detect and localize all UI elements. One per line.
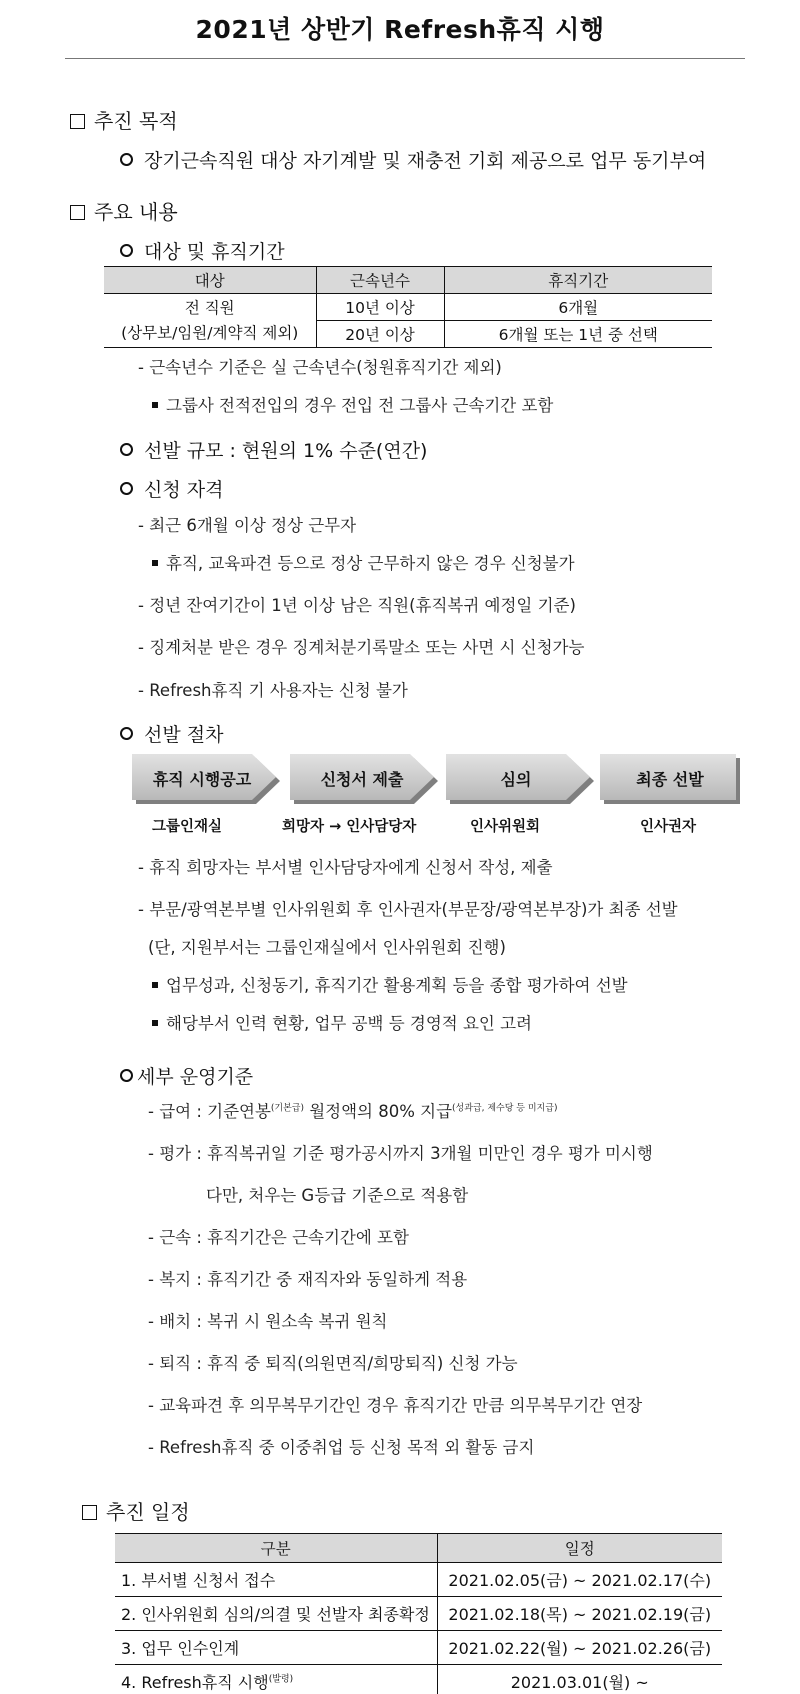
scale-text: 선발 규모 : 현원의 1% 수준(연간) — [144, 440, 428, 462]
schedule-item: 1. 부서별 신청서 접수 — [115, 1563, 437, 1597]
procedure-heading — [120, 720, 223, 747]
target-line-2: (상무보/임원/계약직 제외) — [121, 323, 299, 342]
eligibility-line-1: - 최근 6개월 이상 정상 근무자 — [138, 516, 357, 535]
schedule-item-sup: (발령) — [268, 1674, 294, 1685]
table-cell-period: 6개월 또는 1년 중 선택 — [444, 321, 712, 348]
page-title: 2021년 상반기 Refresh휴직 시행 — [195, 15, 605, 44]
operation-eval-2: 다만, 처우는 G등급 기준으로 적용함 — [206, 1186, 469, 1205]
section-heading-schedule — [82, 1496, 190, 1525]
section-heading-purpose — [70, 105, 178, 134]
table-header-period: 휴직기간 — [444, 267, 712, 294]
schedule-table — [115, 1533, 722, 1694]
step-label-3: 심의 — [500, 770, 532, 789]
circle-bullet-icon — [120, 1069, 133, 1082]
scale-line — [120, 436, 427, 463]
section-heading-label: 추진 일정 — [106, 1500, 190, 1524]
eligibility-line-5: - Refresh휴직 기 사용자는 신청 불가 — [138, 681, 408, 700]
procedure-line-5 — [152, 1010, 532, 1034]
schedule-date: 2021.03.01(월) ~ — [437, 1665, 722, 1694]
target-line-1: 전 직원 — [184, 298, 235, 317]
circle-bullet-icon — [120, 443, 133, 456]
operation-placement: - 배치 : 복귀 시 원소속 복귀 원칙 — [148, 1312, 388, 1331]
square-bullet-icon — [152, 402, 158, 408]
eligibility-heading — [120, 475, 223, 502]
checkbox-square-icon — [70, 114, 85, 129]
step-label-1: 휴직 시행공고 — [152, 770, 252, 789]
schedule-date: 2021.02.18(목) ~ 2021.02.19(금) — [437, 1597, 722, 1631]
step-sub-4: 인사권자 — [640, 819, 697, 835]
circle-bullet-icon — [120, 727, 133, 740]
target-period-table — [104, 266, 712, 348]
checkbox-square-icon — [70, 205, 85, 220]
operation-tenure: - 근속 : 휴직기간은 근속기간에 포함 — [148, 1228, 409, 1247]
operation-eval-1: - 평가 : 휴직복귀일 기준 평가공시까지 3개월 미만인 경우 평가 미시행 — [148, 1144, 653, 1163]
target-heading-label: 대상 및 휴직기간 — [144, 241, 285, 263]
purpose-bullet — [120, 146, 706, 173]
table-row — [115, 1597, 722, 1631]
table-cell-period: 6개월 — [444, 294, 712, 321]
operation-heading-label: 세부 운영기준 — [137, 1066, 254, 1088]
pay-text-b: 월정액의 80% 지급 — [304, 1102, 453, 1121]
procedure-heading-label: 선발 절차 — [144, 724, 224, 746]
step-sub-2: 희망자 → 인사담당자 — [282, 819, 417, 835]
table-cell-years: 20년 이상 — [316, 321, 444, 348]
square-bullet-icon — [152, 982, 158, 988]
schedule-item: 3. 업무 인수인계 — [115, 1631, 437, 1665]
pay-sup-1: (기본급) — [270, 1103, 304, 1114]
schedule-header-item: 구분 — [115, 1534, 437, 1563]
target-heading — [120, 237, 285, 264]
operation-education: - 교육파견 후 의무복무기간인 경우 휴직기간 만큼 의무복무기간 연장 — [148, 1396, 643, 1415]
purpose-text: 장기근속직원 대상 자기계발 및 재충전 기회 제공으로 업무 동기부여 — [144, 150, 707, 172]
step-label-2: 신청서 제출 — [320, 770, 404, 789]
square-bullet-icon — [152, 1020, 158, 1026]
target-note-2 — [152, 392, 553, 416]
circle-bullet-icon — [120, 482, 133, 495]
schedule-header-date: 일정 — [437, 1534, 722, 1563]
table-cell-target — [104, 294, 316, 348]
step-label-4: 최종 선발 — [636, 770, 704, 789]
operation-prohibit: - Refresh휴직 중 이중취업 등 신청 목적 외 활동 금지 — [148, 1438, 535, 1457]
step-sub-1: 그룹인재실 — [152, 819, 223, 835]
section-heading-label: 주요 내용 — [94, 200, 178, 224]
table-header-target: 대상 — [104, 267, 316, 294]
eligibility-line-3: - 정년 잔여기간이 1년 이상 남은 직원(휴직복귀 예정일 기준) — [138, 596, 576, 615]
operation-resign: - 퇴직 : 휴직 중 퇴직(의원면직/희망퇴직) 신청 가능 — [148, 1354, 518, 1373]
procedure-line-5-text: 해당부서 인력 현황, 업무 공백 등 경영적 요인 고려 — [166, 1014, 532, 1033]
eligibility-line-4: - 징계처분 받은 경우 징계처분기록말소 또는 사면 시 신청가능 — [138, 638, 585, 657]
title-divider — [65, 58, 745, 59]
table-row — [115, 1563, 722, 1597]
procedure-line-4-text: 업무성과, 신청동기, 휴직기간 활용계획 등을 종합 평가하여 선발 — [166, 976, 628, 995]
section-heading-label: 추진 목적 — [94, 109, 178, 133]
operation-welfare: - 복지 : 휴직기간 중 재직자와 동일하게 적용 — [148, 1270, 468, 1289]
table-row — [115, 1631, 722, 1665]
procedure-line-3: (단, 지원부서는 그룹인재실에서 인사위원회 진행) — [148, 938, 506, 957]
eligibility-line-2-text: 휴직, 교육파견 등으로 정상 근무하지 않은 경우 신청불가 — [166, 554, 575, 573]
pay-sup-2: (성과급, 제수당 등 미지급) — [452, 1103, 558, 1114]
table-header-years: 근속년수 — [316, 267, 444, 294]
table-row — [115, 1665, 722, 1694]
eligibility-heading-label: 신청 자격 — [144, 479, 224, 501]
target-note-1: - 근속년수 기준은 실 근속년수(청원휴직기간 제외) — [138, 358, 502, 377]
target-note-2-text: 그룹사 전적전입의 경우 전입 전 그룹사 근속기간 포함 — [166, 396, 554, 415]
checkbox-square-icon — [82, 1505, 97, 1520]
square-bullet-icon — [152, 560, 158, 566]
circle-bullet-icon — [120, 244, 133, 257]
eligibility-line-2 — [152, 550, 575, 574]
procedure-line-2: - 부문/광역본부별 인사위원회 후 인사권자(부문장/광역본부장)가 최종 선발 — [138, 900, 678, 919]
procedure-line-4 — [152, 972, 628, 996]
pay-text-a: - 급여 : 기준연봉 — [148, 1102, 271, 1121]
step-sub-3: 인사위원회 — [470, 819, 541, 835]
circle-bullet-icon — [120, 153, 133, 166]
section-heading-main — [70, 196, 178, 225]
schedule-item-text: 4. Refresh휴직 시행 — [121, 1673, 269, 1692]
schedule-item: 2. 인사위원회 심의/의결 및 선발자 최종확정 — [115, 1597, 437, 1631]
table-cell-years: 10년 이상 — [316, 294, 444, 321]
operation-pay — [148, 1098, 557, 1122]
schedule-date: 2021.02.05(금) ~ 2021.02.17(수) — [437, 1563, 722, 1597]
schedule-date: 2021.02.22(월) ~ 2021.02.26(금) — [437, 1631, 722, 1665]
operation-heading — [120, 1062, 253, 1089]
procedure-line-1: - 휴직 희망자는 부서별 인사담당자에게 신청서 작성, 제출 — [138, 858, 553, 877]
schedule-item — [115, 1665, 437, 1694]
